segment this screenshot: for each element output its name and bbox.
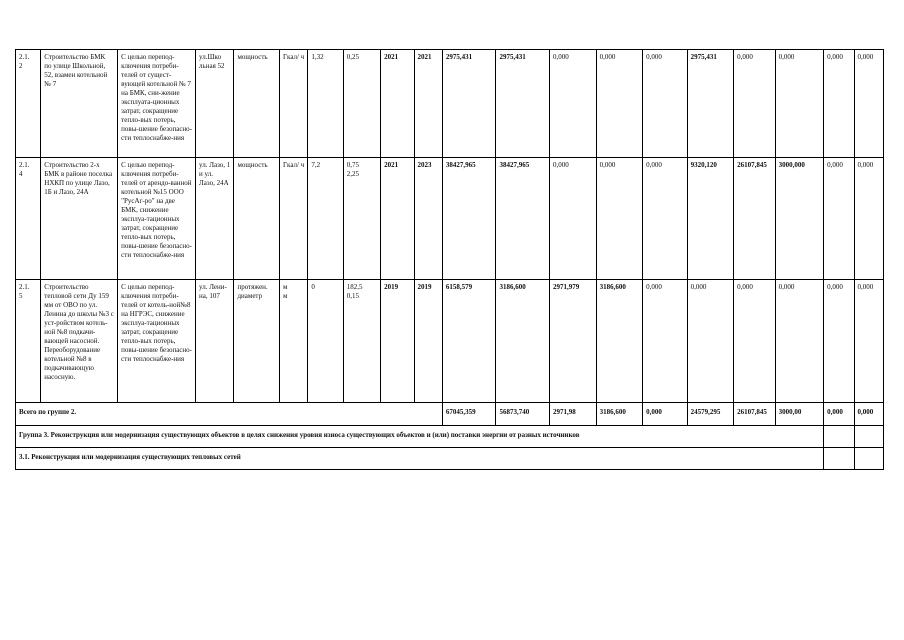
cost-col-7: 0,000 (734, 50, 775, 158)
cost-col-10: 0,000 (854, 280, 884, 403)
project-address: ул. Лени-на, 107 (196, 280, 234, 403)
project-address: ул. Лазо, 1 и ул. Лазо, 24А (196, 158, 234, 280)
project-number: 2.1. 5 (16, 280, 41, 403)
project-parameter: мощность (234, 158, 280, 280)
year-start: 2021 (381, 50, 414, 158)
total-col-8: 3000,00 (775, 403, 824, 426)
project-purpose: С целью перепод-ключения потреби-телей от сущест-вующей котельной № 7 на БМК, сни-жение эксплуата-ционных затрат, сокращение тепло-вых потерь, повы-шение безопасно-сти теплоснабже-ния (118, 50, 196, 158)
project-purpose: С целью перепод-ключения потреби-телей от арендо-ванной котельной №15 ООО "РусАг-ро" на две БМК, снижение эксплуа-тационных затрат, сокращение тепло-вых потерь, повы-шение безопасно-сти теплоснабже-ния (118, 158, 196, 280)
cost-col-2: 2975,431 (496, 50, 550, 158)
cost-col-10: 0,000 (854, 50, 884, 158)
project-row (16, 50, 884, 158)
total-col-5: 0,000 (643, 403, 688, 426)
project-number: 2.1. 4 (16, 158, 41, 280)
section-3-1-empty-cell (824, 448, 854, 470)
project-name: Строительство тепловой сети Ду 159 мм от ОВО по ул. Ленина до школы №3 с уст-ройством котель-ной №8 подкачи-вающей насосной. Переоборудование котельной №8 в подкачивающую насосную. (41, 280, 118, 403)
group-3-label: Группа 3. Реконструкция или модернизация существующих объектов в целях снижения уровня износа существующих объектов и (или) поставки энергии от разных источников (16, 426, 824, 448)
cost-col-7: 26107,845 (734, 158, 775, 280)
cost-col-10: 0,000 (854, 158, 884, 280)
total-cost: 67045,359 (442, 403, 496, 426)
value-after: 0,25 (343, 50, 380, 158)
value-after: 182,5 0,15 (343, 280, 380, 403)
cost-col-2: 3186,600 (496, 280, 550, 403)
project-parameter: протяжен. диаметр (234, 280, 280, 403)
cost-col-6: 9320,120 (687, 158, 734, 280)
cost-col-7: 0,000 (734, 280, 775, 403)
cost-col-9: 0,000 (824, 158, 854, 280)
cost-col-9: 0,000 (824, 50, 854, 158)
total-col-4: 3186,600 (596, 403, 643, 426)
cost-col-8: 3000,000 (775, 158, 824, 280)
cost-col-8: 0,000 (775, 50, 824, 158)
total-col-7: 26107,845 (734, 403, 775, 426)
project-purpose: С целью перепод-ключения потреби-телей от котель-ной№8 на НГРЭС, снижение эксплуа-тационных затрат, сокращение тепло-вых потерь, повы-шение безопасно-сти теплоснабже-ния (118, 280, 196, 403)
project-unit: Гкал/ ч (280, 50, 308, 158)
year-start: 2021 (381, 158, 414, 280)
cost-col-5: 0,000 (643, 280, 688, 403)
cost-total: 6158,579 (442, 280, 496, 403)
cost-col-3: 0,000 (550, 50, 597, 158)
project-number: 2.1. 2 (16, 50, 41, 158)
project-parameter: мощность (234, 50, 280, 158)
group-2-total-row (16, 403, 884, 426)
total-col-6: 24579,295 (687, 403, 734, 426)
value-before: 0 (308, 280, 343, 403)
cost-col-4: 0,000 (596, 50, 643, 158)
project-row (16, 158, 884, 280)
total-label: Всего по группе 2. (16, 403, 443, 426)
section-3-1-label: 3.1. Реконструкция или модернизация существующих тепловых сетей (16, 448, 824, 470)
total-col-9: 0,000 (824, 403, 854, 426)
project-row (16, 280, 884, 403)
project-name: Строительство БМК по улице Школьной, 52, взамен котельной № 7 (41, 50, 118, 158)
cost-col-4: 3186,600 (596, 280, 643, 403)
cost-total: 2975,431 (442, 50, 496, 158)
total-col-10: 0,000 (854, 403, 884, 426)
cost-col-2: 38427,965 (496, 158, 550, 280)
project-name: Строительство 2-х БМК в районе поселка НХКП по улице Лазо, 1Б и Лазо, 24А (41, 158, 118, 280)
group-3-empty-cell (854, 426, 884, 448)
cost-total: 38427,965 (442, 158, 496, 280)
cost-col-5: 0,000 (643, 158, 688, 280)
year-start: 2019 (381, 280, 414, 403)
year-end: 2023 (414, 158, 442, 280)
cost-col-3: 0,000 (550, 158, 597, 280)
group-3-empty-cell (824, 426, 854, 448)
cost-col-4: 0,000 (596, 158, 643, 280)
cost-col-6: 2975,431 (687, 50, 734, 158)
total-col-2: 56873,740 (496, 403, 550, 426)
project-unit: Гкал/ ч (280, 158, 308, 280)
value-before: 7,2 (308, 158, 343, 280)
investment-program-table (15, 49, 884, 470)
total-col-3: 2971,98 (550, 403, 597, 426)
cost-col-6: 0,000 (687, 280, 734, 403)
value-before: 1,32 (308, 50, 343, 158)
cost-col-3: 2971,979 (550, 280, 597, 403)
section-3-1-empty-cell (854, 448, 884, 470)
cost-col-5: 0,000 (643, 50, 688, 158)
cost-col-8: 0,000 (775, 280, 824, 403)
group-3-header-row (16, 426, 884, 448)
section-3-1-header-row (16, 448, 884, 470)
cost-col-9: 0,000 (824, 280, 854, 403)
project-address: ул.Шко льная 52 (196, 50, 234, 158)
year-end: 2021 (414, 50, 442, 158)
value-after: 0,75 2,25 (343, 158, 380, 280)
year-end: 2019 (414, 280, 442, 403)
project-unit: м м (280, 280, 308, 403)
